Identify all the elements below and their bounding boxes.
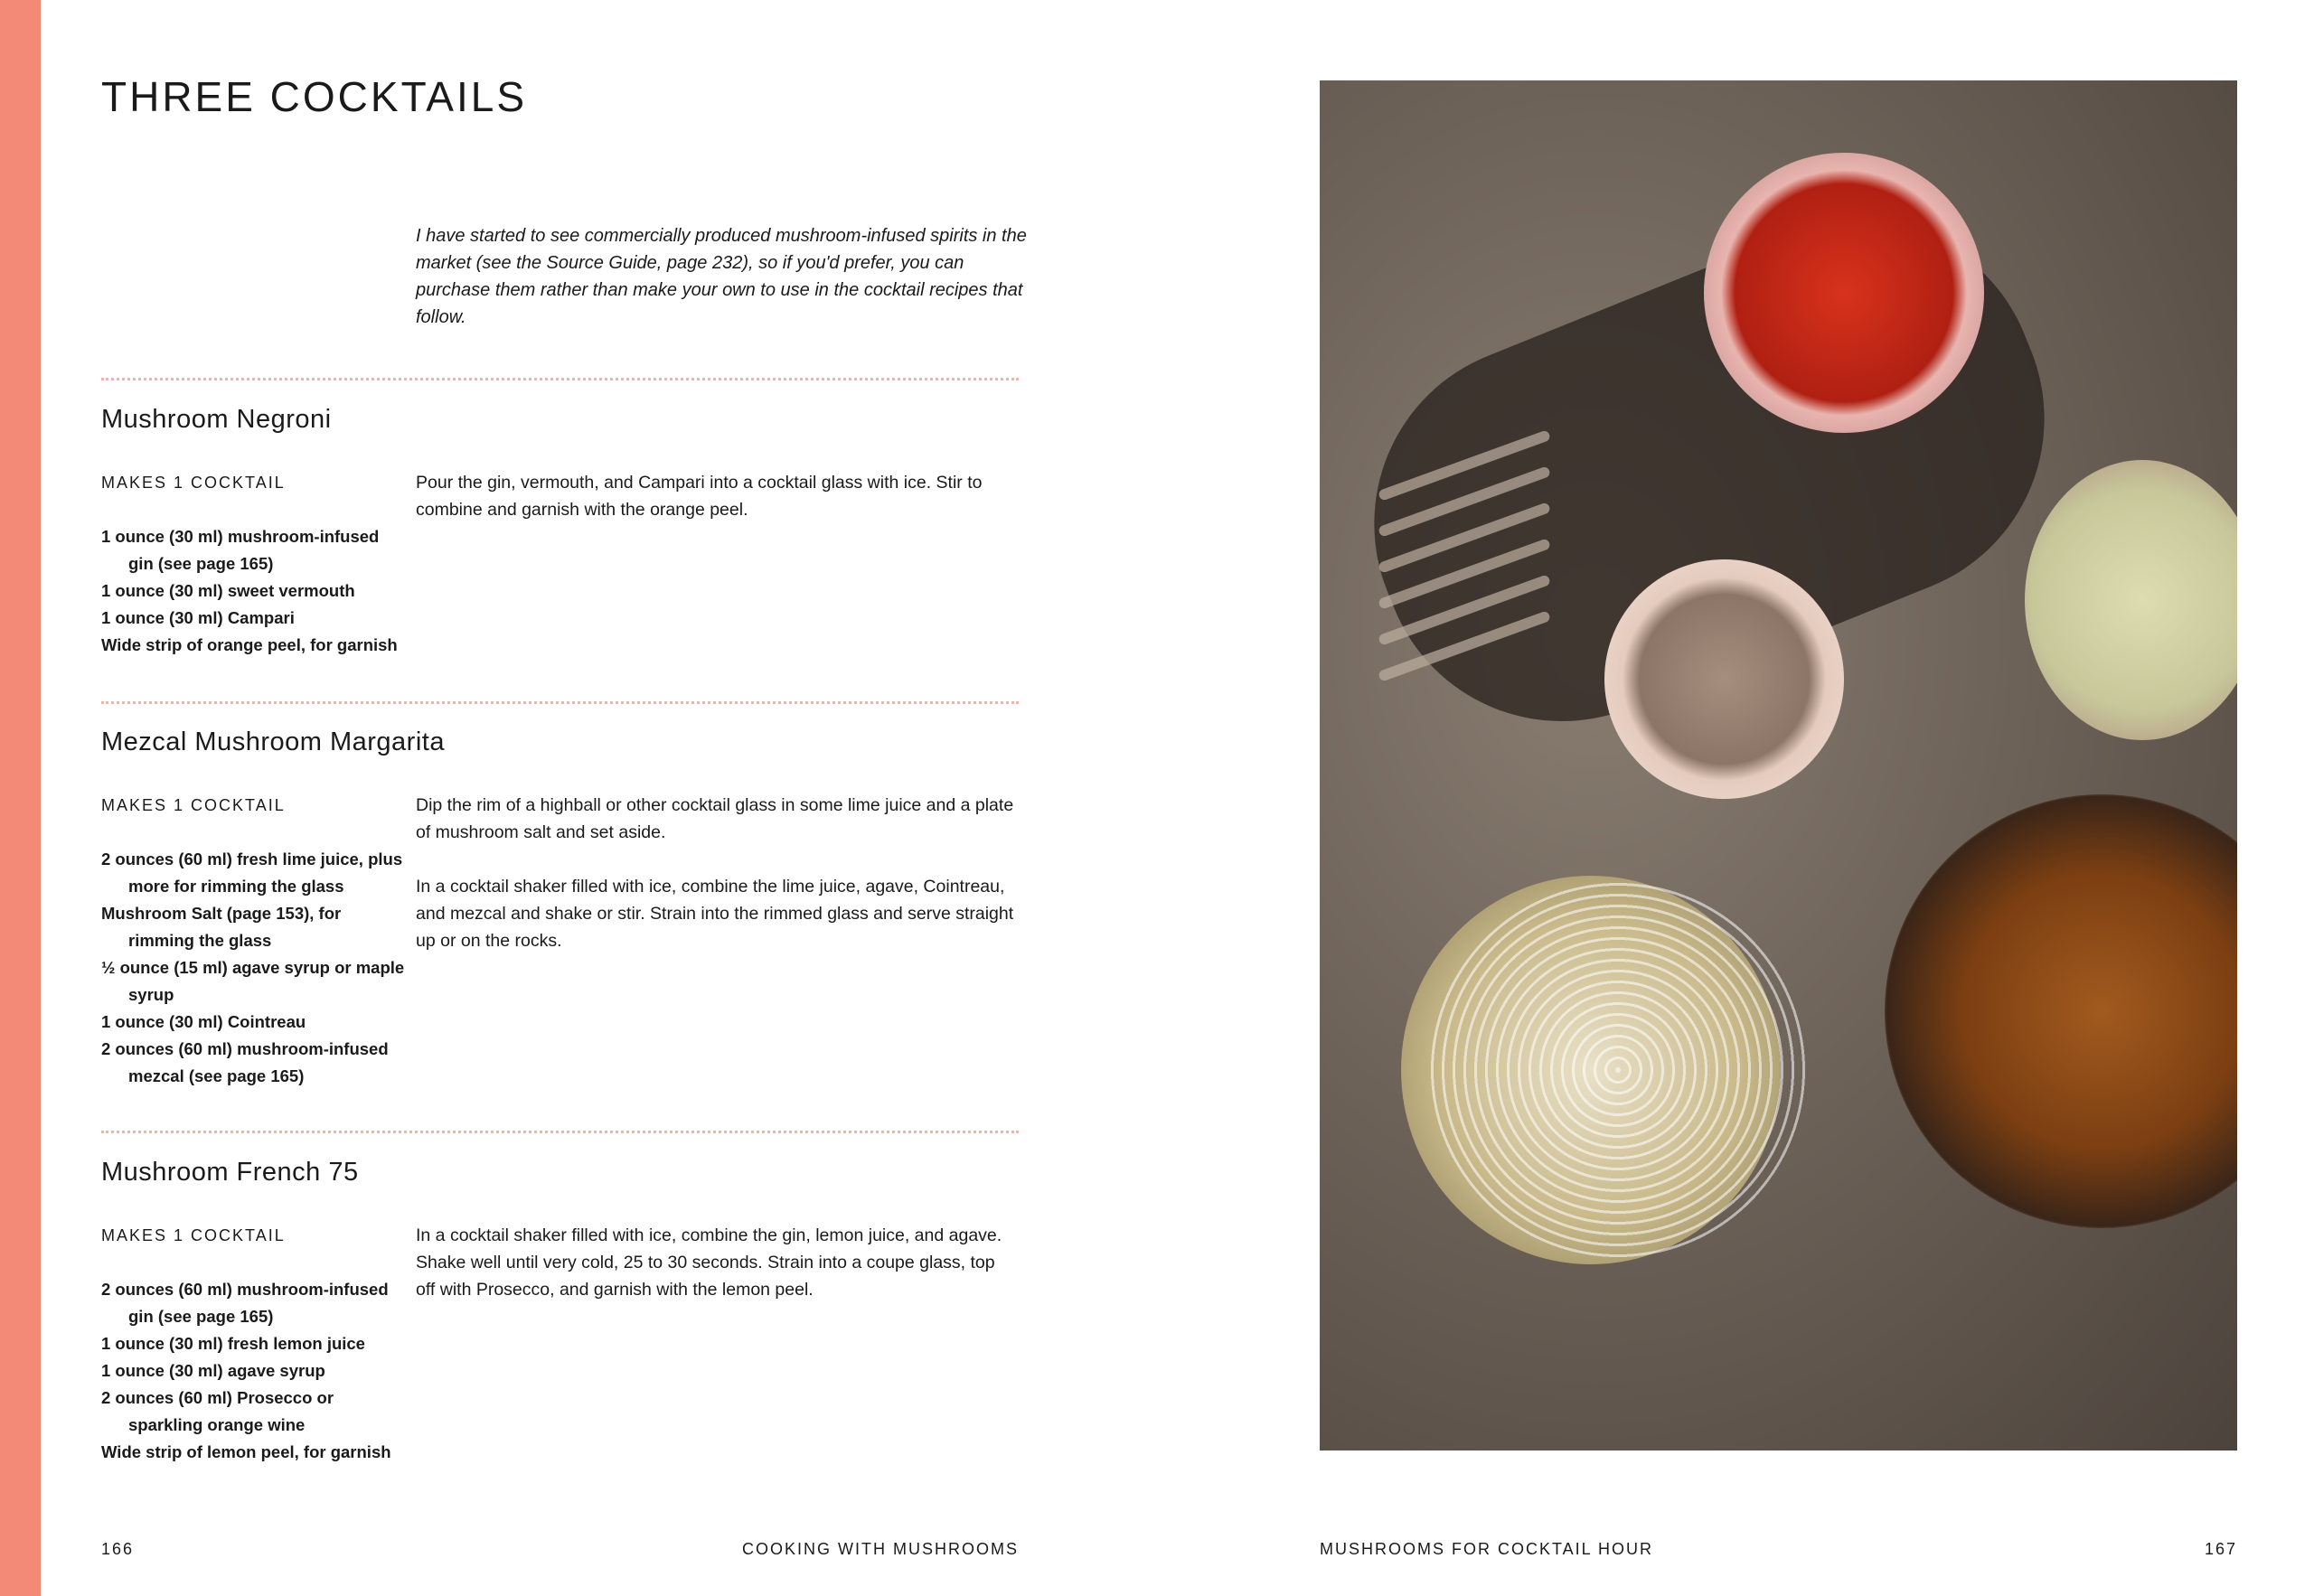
recipe-mezcal-mushroom-margarita (101, 728, 1019, 1085)
ingredient: 1 ounce (30 ml) mushroom-infused gin (see page 165) (101, 527, 380, 573)
margarita-glass (2025, 460, 2237, 740)
ingredient: 2 ounces (60 ml) Prosecco or sparkling orange wine (101, 1388, 334, 1434)
ingredient-list (101, 846, 409, 1090)
page-number-right: 167 (2204, 1540, 2237, 1558)
recipe-title: Mushroom Negroni (101, 405, 332, 434)
method-step: In a cocktail shaker filled with ice, combine the lime juice, agave, Cointreau, and mezcal and shake or stir. Strain into the rimmed glass and serve straight up or on the rocks. (416, 877, 1014, 951)
ingredient: Wide strip of orange peel, for garnish (101, 635, 398, 654)
mushroom-chips-bowl (1885, 794, 2237, 1228)
ingredient: 1 ounce (30 ml) Cointreau (101, 1012, 306, 1031)
ingredient: 1 ounce (30 ml) agave syrup (101, 1361, 325, 1380)
ingredient: 1 ounce (30 ml) sweet vermouth (101, 581, 355, 600)
ingredient: 2 ounces (60 ml) mushroom-infused mezcal (see page 165) (101, 1039, 389, 1085)
recipe-yield: MAKES 1 COCKTAIL (101, 1226, 286, 1244)
method-step: Pour the gin, vermouth, and Campari into a cocktail glass with ice. Stir to combine and garnish with the orange peel. (416, 473, 983, 520)
recipe-yield: MAKES 1 COCKTAIL (101, 796, 286, 814)
recipe-yield: MAKES 1 COCKTAIL (101, 474, 286, 492)
accent-edge-bar (0, 0, 41, 1596)
running-head-left: COOKING WITH MUSHROOMS (742, 1540, 1019, 1558)
mushroom-salt-bowl (1604, 559, 1844, 799)
method-step: In a cocktail shaker filled with ice, combine the gin, lemon juice, and agave. Shake well until very cold, 25 to 30 seconds. Strain into a coupe glass, top off with Prosecco, and garnish with the lemon peel. (416, 1225, 1002, 1300)
cocktail-photo (1320, 80, 2237, 1450)
page-number-left: 166 (101, 1540, 135, 1558)
divider (101, 701, 1019, 704)
ingredient: ½ ounce (15 ml) agave syrup or maple syrup (101, 958, 405, 1004)
ingredient: Wide strip of lemon peel, for garnish (101, 1442, 391, 1461)
intro-text: I have started to see commercially produced mushroom-infused spirits in the market (see the Source Guide, page 232), so if you'd prefer, you can purchase them rather than make your own to use in the cocktail recipes that follow. (416, 226, 1027, 327)
divider (101, 378, 1019, 380)
ingredient: 2 ounces (60 ml) mushroom-infused gin (see page 165) (101, 1280, 389, 1326)
ingredient: 1 ounce (30 ml) fresh lemon juice (101, 1334, 365, 1353)
recipe-title: Mezcal Mushroom Margarita (101, 728, 445, 756)
ingredient-list (101, 1276, 409, 1466)
recipe-mushroom-negroni (101, 405, 1019, 654)
ingredient: 1 ounce (30 ml) Campari (101, 608, 295, 627)
page-title: THREE COCKTAILS (101, 73, 527, 120)
running-head-right: MUSHROOMS FOR COCKTAIL HOUR (1320, 1540, 1654, 1558)
divider (101, 1131, 1019, 1133)
recipe-mushroom-french-75 (101, 1158, 1019, 1461)
coupe-dot-pattern (1428, 876, 1808, 1264)
negroni-glass (1704, 153, 1984, 433)
ingredient: Mushroom Salt (page 153), for rimming the glass (101, 904, 342, 950)
method-step: Dip the rim of a highball or other cocktail glass in some lime juice and a plate of mushroom salt and set aside. (416, 795, 1014, 842)
recipe-title: Mushroom French 75 (101, 1158, 359, 1187)
ingredient: 2 ounces (60 ml) fresh lime juice, plus more for rimming the glass (101, 850, 403, 896)
ingredient-list (101, 523, 409, 659)
